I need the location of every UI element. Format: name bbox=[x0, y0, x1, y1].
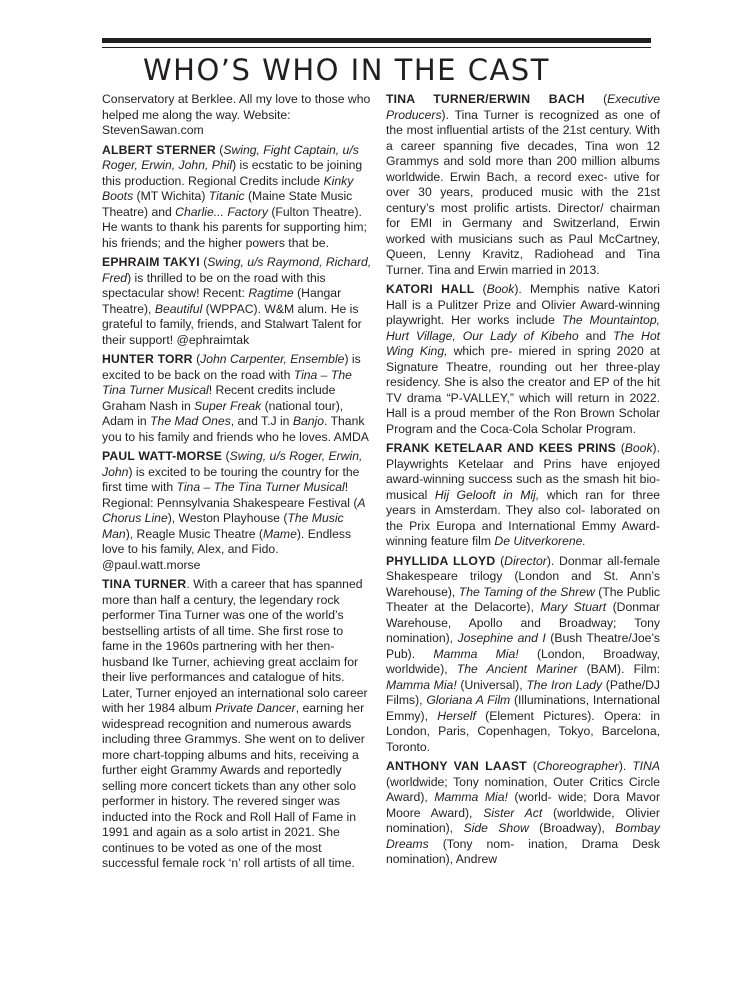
bio-text: ( bbox=[199, 255, 208, 269]
bio-katori-hall bbox=[386, 282, 660, 437]
bio-name: PAUL WATT-MORSE bbox=[102, 449, 223, 463]
bio-text: . Thank you to his family and friends who he loves. AMDA bbox=[102, 414, 369, 444]
bio-name: ANTHONY VAN LAAST bbox=[386, 759, 527, 773]
bio-role-text: Mamma Mia! bbox=[433, 646, 519, 661]
bio-text: (Element Pictures). Opera: in London, Paris, Copenhagen, Tokyo, Barcelona, Toronto. bbox=[386, 708, 661, 754]
bio-role-text: The Music Man bbox=[102, 511, 344, 541]
bio-text: (Broadway), bbox=[528, 821, 616, 835]
continued-bio-text: Conservatory at Berklee. All my love to those who helped me along the way. Website: StevenSawan.com bbox=[102, 92, 371, 137]
bio-text: ( bbox=[526, 759, 537, 773]
bio-role-text: Josephine and I bbox=[457, 631, 546, 645]
right-column bbox=[386, 92, 660, 872]
bio-text: (MT Wichita) bbox=[133, 189, 209, 203]
bio-role-text: Mamma Mia! bbox=[434, 790, 508, 804]
bio-text: ( bbox=[616, 441, 625, 455]
bio-text: (worldwide, Olivier nomination), bbox=[386, 805, 660, 835]
bio-role-text: The Taming of the Shrew bbox=[458, 584, 595, 599]
bio-role-text: Beautiful bbox=[154, 301, 203, 316]
bio-text: and bbox=[578, 328, 614, 343]
bio-text: ( bbox=[192, 352, 201, 366]
bio-text: (Pathe/DJ Films), bbox=[386, 677, 660, 707]
bio-role-text: Side Show bbox=[463, 821, 529, 835]
left-column bbox=[102, 92, 373, 876]
bio-text: ) is ecstatic to be joining this production. Regional Credits include bbox=[102, 158, 363, 188]
bio-text: (Illuminations, International Emmy), bbox=[386, 693, 660, 723]
bio-phyllida-lloyd bbox=[386, 554, 660, 756]
bio-text: ( bbox=[495, 553, 505, 568]
bio-text: which pre- miered in spring 2020 at Signature Theatre, rounding out her three-play residency. She is also the creator and EP of the hit TV drama “P-VALLEY,” which will return in 2022. Hall is a proud member of the Ron Brown Scholar Program and the Coca-Cola Scholar Program. bbox=[386, 344, 661, 436]
bio-role-text: Herself bbox=[437, 708, 476, 723]
bio-role-text: Ragtime bbox=[248, 286, 294, 300]
bio-role-text: Book bbox=[624, 441, 653, 455]
bio-name: FRANK KETELAAR AND KEES PRINS bbox=[386, 441, 616, 455]
bio-role-text: Hij Gelooft in Mij, bbox=[434, 487, 540, 502]
bio-text: ). Tina Turner is recognized as one of the most influential artists of the 21st century. With a career spanning five decades, Tina won 12 Grammys and sold more than 200 million albums worldwide. Erwin Bach, a record exec- utive for over 30 years, produced music with the 21st century’s most prolific artists. Director/ chairman for EMI in Germany and Switzerland, Erwin worked with musicians such as Paul McCartney, Queen, Lenny Kravitz, Radiohead and Tina Turner. Tina and Erwin married in 2013. bbox=[386, 107, 660, 277]
bio-role-text: TINA bbox=[632, 759, 660, 773]
bio-text: ! Recent credits include Graham Nash in bbox=[102, 383, 336, 413]
bio-role-text: Kinky Boots bbox=[102, 173, 354, 203]
bio-text: ), Reagle Music Theatre ( bbox=[125, 526, 263, 541]
bio-text: ). Endless love to his family, Alex, and Fido. @paul.watt.morse bbox=[102, 526, 352, 572]
bio-role-text: Tina – The Tina Turner Musical bbox=[102, 367, 352, 397]
bio-text: ) is excited to be touring the country for the first time with bbox=[102, 464, 360, 494]
bio-role-text: Gloriana A Film bbox=[426, 693, 511, 707]
bio-text: ). Memphis native Katori Hall is a Pulitzer Prize and Olivier Award-winning playwright. Her works include bbox=[386, 282, 660, 327]
bio-role-text: Banjo bbox=[292, 414, 325, 428]
bio-name: HUNTER TORR bbox=[102, 352, 193, 366]
bio-role-text: De Uitverkorene. bbox=[494, 534, 586, 548]
bio-role-text: The Mad Ones bbox=[150, 414, 231, 428]
bio-text: ). Donmar all-female Shakespeare trilogy (London and St. Ann’s Warehouse), bbox=[386, 553, 660, 599]
bio-role-text: The Ancient Mariner bbox=[456, 662, 578, 676]
bio-text: (Maine State Music Theatre) and bbox=[102, 189, 353, 219]
bio-frank-ketelaar-kees-prins bbox=[386, 441, 660, 550]
bio-text: (worldwide; Tony nomination, Outer Critics Circle Award), bbox=[386, 774, 660, 804]
bio-role-text: Swing, u/s Raymond, Richard, Fred bbox=[102, 255, 372, 285]
page-title: WHO’S WHO IN THE CAST bbox=[143, 53, 550, 87]
bio-role-text: Mame bbox=[263, 526, 297, 541]
bio-albert-sterner bbox=[102, 143, 373, 252]
bio-hunter-torr bbox=[102, 352, 373, 445]
bio-text: (WPPAC). W&M alum. He is grateful to family, friends, and Stalwart Talent for their support! @ephraimtak bbox=[102, 301, 362, 347]
bio-text: ). Playwrights Ketelaar and Prins have enjoyed award-winning success such as the smash hit bio-musical bbox=[386, 441, 660, 502]
bio-text: ) is excited to be back on the road with bbox=[102, 352, 361, 382]
bio-paul-watt-morse bbox=[102, 449, 373, 573]
bio-text: ( bbox=[584, 92, 608, 106]
bio-text: (London, Broadway, worldwide), bbox=[386, 646, 660, 676]
bio-text: ) is thrilled to be on the road with this spectacular show! Recent: bbox=[102, 270, 326, 300]
bio-text: (Tony nom- ination, Drama Desk nomination), Andrew bbox=[386, 836, 660, 866]
bio-text: (world- wide; Dora Mavor Moore Award), bbox=[386, 790, 660, 820]
header-rule-thin bbox=[102, 47, 651, 48]
bio-role-text: The Hot Wing King, bbox=[386, 328, 661, 358]
bio-role-text: Executive Producers bbox=[386, 92, 660, 122]
bio-text: (Fulton Theatre). He wants to thank his parents for supporting him; his friends; and the higher powers that be. bbox=[102, 204, 367, 250]
bio-text: (national tour), Adam in bbox=[102, 398, 344, 428]
bio-role-text: Tina – The Tina Turner Musical bbox=[176, 480, 345, 494]
bio-text: (Universal), bbox=[456, 677, 527, 692]
bio-role-text: Titanic bbox=[208, 189, 245, 203]
bio-ephraim-takyi bbox=[102, 255, 373, 348]
bio-name: ALBERT STERNER bbox=[102, 142, 216, 157]
bio-role-text: Director bbox=[504, 553, 547, 568]
bio-text: (Donmar Warehouse, Apollo and Broadway; Tony nomination), bbox=[386, 600, 660, 645]
bio-text: ! Regional: Pennsylvania Shakespeare Festival ( bbox=[102, 480, 358, 510]
bio-text: ( bbox=[215, 142, 224, 157]
bio-name: EPHRAIM TAKYI bbox=[102, 255, 200, 269]
bio-role-text: A Chorus Line bbox=[102, 495, 366, 525]
bio-role-text: Swing, u/s Roger, Erwin, John bbox=[102, 449, 363, 479]
bio-tina-turner-erwin-bach bbox=[386, 92, 660, 278]
bio-text: (Bush Theatre/Joe’s Pub). bbox=[386, 631, 660, 661]
bio-role-text: Book bbox=[486, 282, 515, 296]
bio-role-text: Mamma Mia! bbox=[386, 677, 457, 692]
bio-text: ). bbox=[618, 759, 633, 773]
bio-text: . With a career that has spanned more than half a century, the legendary rock performer Tina Turner was one of the world’s bestselling artists of all time. She first rose to fame in the 1960s partnering with her then-husband Ike Turner, achieving great acclaim for their live performances and catalogue of hits. Later, Turner enjoyed an international solo career with her 1984 album bbox=[102, 577, 368, 715]
bio-role-text: Private Dancer bbox=[215, 701, 296, 715]
bio-role-text: The Mountaintop, Hurt Village, Our Lady of Kibeho bbox=[386, 313, 660, 343]
bio-name: PHYLLIDA LLOYD bbox=[386, 553, 496, 568]
bio-role-text: Swing, Fight Captain, u/s Roger, Erwin, John, Phil bbox=[102, 142, 359, 172]
bio-role-text: Choreographer bbox=[536, 759, 619, 773]
bio-role-text: The Iron Lady bbox=[526, 677, 603, 692]
bio-anthony-van-laast bbox=[386, 759, 660, 868]
bio-text: ), Weston Playhouse ( bbox=[167, 511, 288, 525]
bio-text: (Hangar Theatre), bbox=[102, 286, 342, 316]
bio-text: (BAM). Film: bbox=[577, 662, 660, 676]
bio-role-text: Mary Stuart bbox=[540, 600, 607, 614]
bio-text: , and T.J in bbox=[230, 414, 293, 428]
bio-role-text: Super Freak bbox=[194, 398, 262, 413]
bio-name: TINA TURNER/ERWIN BACH bbox=[386, 92, 585, 106]
bio-tina-turner bbox=[102, 577, 373, 872]
bio-name: KATORI HALL bbox=[386, 282, 475, 296]
bio-role-text: Charlie... Factory bbox=[175, 204, 268, 219]
bio-text: , earning her widespread recognition and numerous awards including three Grammys. She went on to deliver more chart-topping albums and hits, receiving a further eight Grammy Awards and reportedly selling more concert tickets than any other solo performer in history. The revered singer was inducted into the Rock and Roll Hall of Fame in 1991 and again as a solo artist in 2021. She continues to be voted as one of the most successful female rock ‘n’ roll artists of all time. bbox=[102, 701, 365, 870]
bio-role-text: Bombay Dreams bbox=[386, 821, 661, 851]
bio-text: which ran for three years in Amsterdam. They also col- laborated on the Prix Europa and International Emmy Award-winning feature film bbox=[386, 487, 660, 548]
bio-role-text: Sister Act bbox=[483, 805, 543, 820]
bio-text: (The Public Theater at the Delacorte), bbox=[386, 584, 660, 614]
bio-name: TINA TURNER bbox=[102, 577, 187, 591]
bio-text: ( bbox=[222, 449, 230, 463]
bio-role-text: John Carpenter, Ensemble bbox=[200, 352, 345, 366]
header-rule-thick bbox=[102, 38, 651, 43]
bio-text: ( bbox=[474, 282, 487, 296]
